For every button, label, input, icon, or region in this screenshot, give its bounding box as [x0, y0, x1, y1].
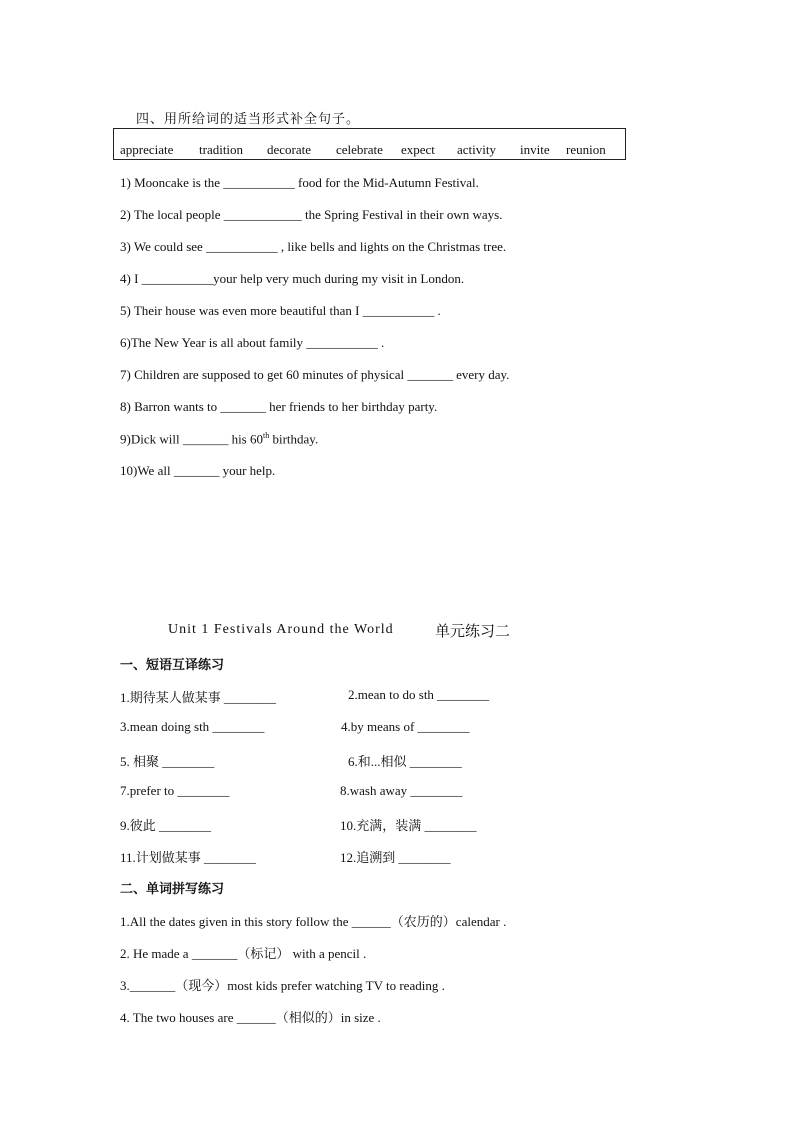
word-bank-item: decorate: [267, 142, 312, 157]
sentence-8: 8) Barron wants to _______ her friends to her birthday party.: [120, 399, 438, 414]
phrase-item: 11.计划做某事 ________: [120, 850, 257, 865]
part-2-heading: 二、单词拼写练习: [120, 881, 225, 896]
sentence-9-end: birthday.: [269, 431, 319, 447]
spelling-item: 1.All the dates given in this story follow the ______（农历的）calendar .: [120, 914, 507, 929]
unit-subtitle: 单元练习二: [435, 624, 511, 640]
word-bank-item: tradition: [199, 142, 244, 157]
spelling-item: 2. He made a _______（标记） with a pencil .: [120, 946, 367, 961]
sentence-9-text: 9)Dick will _______ his 60: [120, 431, 263, 447]
section-4-heading: 四、用所给词的适当形式补全句子。: [136, 111, 361, 126]
phrase-item: 4.by means of ________: [341, 719, 470, 734]
sentence-3: 3) We could see ___________ , like bells and lights on the Christmas tree.: [120, 239, 507, 254]
phrase-item: 6.和...相似 ________: [348, 754, 462, 769]
spelling-item: 3._______（现今）most kids prefer watching TV to reading .: [120, 978, 445, 993]
spelling-item: 4. The two houses are ______（相似的）in size .: [120, 1010, 381, 1025]
sentence-6: 6)The New Year is all about family ___________ .: [120, 335, 385, 350]
phrase-item: 2.mean to do sth ________: [348, 687, 490, 702]
word-bank-item: activity: [457, 142, 496, 157]
phrase-item: 1.期待某人做某事 ________: [120, 690, 277, 705]
sentence-10: 10)We all _______ your help.: [120, 463, 276, 478]
sentence-2: 2) The local people ____________ the Spring Festival in their own ways.: [120, 207, 503, 222]
word-bank-box: [113, 128, 626, 160]
phrase-item: 7.prefer to ________: [120, 783, 230, 798]
sentence-7: 7) Children are supposed to get 60 minutes of physical _______ every day.: [120, 367, 510, 382]
part-1-heading: 一、短语互译练习: [120, 657, 225, 672]
word-bank-item: celebrate: [336, 142, 383, 157]
word-bank-item: invite: [520, 142, 550, 157]
word-bank-item: reunion: [566, 142, 606, 157]
unit-title: Unit 1 Festivals Around the World: [168, 622, 394, 637]
phrase-item: 9.彼此 ________: [120, 818, 212, 833]
word-bank-item: appreciate: [120, 142, 174, 157]
phrase-item: 8.wash away ________: [340, 783, 463, 798]
phrase-item: 5. 相聚 ________: [120, 754, 215, 769]
phrase-item: 10.充满，装满 ________: [340, 818, 477, 833]
phrase-item: 3.mean doing sth ________: [120, 719, 265, 734]
word-bank-item: expect: [401, 142, 435, 157]
phrase-item: 12.追溯到 ________: [340, 850, 451, 865]
sentence-4: 4) I ___________your help very much during my visit in London.: [120, 271, 465, 286]
sentence-9: [120, 431, 318, 447]
superscript: th: [263, 431, 270, 440]
sentence-1: 1) Mooncake is the ___________ food for the Mid-Autumn Festival.: [120, 175, 479, 190]
sentence-5: 5) Their house was even more beautiful than I ___________ .: [120, 303, 441, 318]
